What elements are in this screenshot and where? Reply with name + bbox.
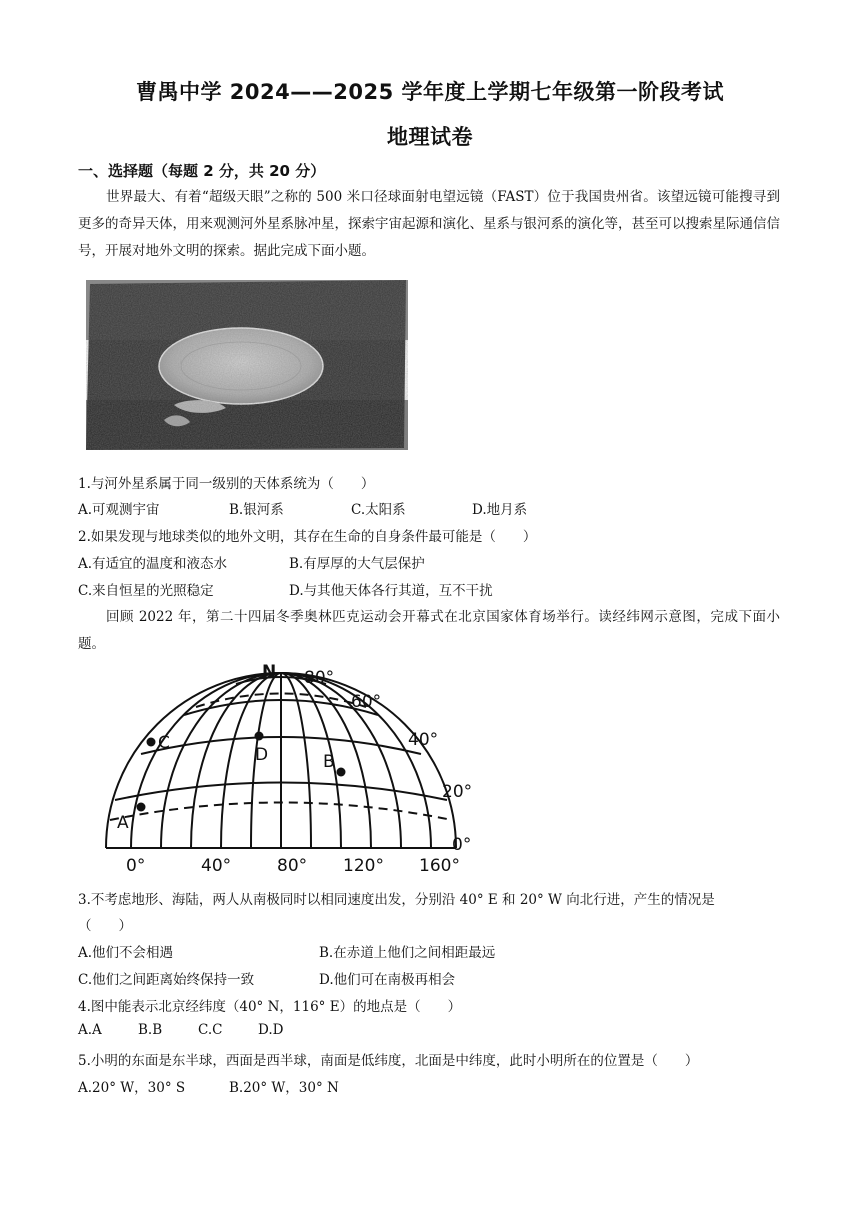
question-4-option-d[interactable]: D.D <box>258 1022 284 1038</box>
question-2-option-b[interactable]: B.有厚厚的大气层保护 <box>289 556 425 572</box>
lat-label-20: 20° <box>442 782 473 802</box>
question-2-option-c[interactable]: C.来自恒星的光照稳定 <box>78 583 214 599</box>
exam-subtitle: 地理试卷 <box>387 125 473 149</box>
question-3-option-c[interactable]: C.他们之间距离始终保持一致 <box>78 972 255 988</box>
question-4-option-b[interactable]: B.B <box>138 1022 163 1038</box>
question-2-option-a[interactable]: A.有适宜的温度和液态水 <box>78 556 228 572</box>
lat-label-60: 60° <box>351 692 382 712</box>
question-5-option-b[interactable]: B.20° W，30° N <box>229 1080 339 1096</box>
question-3-option-b[interactable]: B.在赤道上他们之间相距最远 <box>319 945 496 961</box>
question-5-option-a[interactable]: A.20° W，30° S <box>78 1080 186 1096</box>
point-d-marker <box>255 732 264 741</box>
question-3-stem: 3.不考虑地形、海陆，两人从南极同时以相同速度出发，分别沿 40° E 和 20° W 向北行进，产生的情况是 <box>78 892 715 908</box>
question-3-stem-cont: （ ） <box>78 918 132 934</box>
question-5-stem: 5.小明的东面是东半球，西面是西半球，南面是低纬度，北面是中纬度，此时小明所在的位置是（ ） <box>78 1053 699 1069</box>
point-b-marker <box>337 768 346 777</box>
lat-label-40: 40° <box>408 730 439 750</box>
point-c-label: C <box>158 733 170 753</box>
question-4-stem: 4.图中能表示北京经纬度（40° N，116° E）的地点是（ ） <box>78 999 462 1015</box>
lat-label-80: 80° <box>304 668 335 688</box>
point-b-label: B <box>323 752 335 772</box>
lon-label-160: 160° <box>419 856 460 875</box>
north-label: N <box>262 662 277 682</box>
question-2-option-d[interactable]: D.与其他天体各行其道，互不干扰 <box>289 583 493 599</box>
question-1-stem: 1.与河外星系属于同一级别的天体系统为（ ） <box>78 476 375 492</box>
exam-title: 曹禺中学 2024——2025 学年度上学期七年级第一阶段考试 <box>135 80 724 104</box>
question-3-option-a[interactable]: A.他们不会相遇 <box>78 945 174 961</box>
lat-label-0: 0° <box>452 835 472 855</box>
question-4-option-a[interactable]: A.A <box>78 1022 102 1038</box>
question-1-option-d[interactable]: D.地月系 <box>472 502 528 518</box>
point-a-marker <box>137 803 146 812</box>
fast-telescope-photo <box>86 280 408 450</box>
passage-beijing-olympics: 回顾 2022 年，第二十四届冬季奥林匹克运动会开幕式在北京国家体育场举行。读经纬网示意图，完成下面小题。 <box>78 609 780 652</box>
question-1-option-a[interactable]: A.可观测宇宙 <box>78 502 160 518</box>
passage-fast-telescope: 世界最大、有着“超级天眼”之称的 500 米口径球面射电望远镜（FAST）位于我国贵州省。该望远镜可能搜寻到更多的奇异天体，用来观测河外星系脉冲星，探索宇宙起源和演化、星系与银河系的演化等，甚至可以搜索星际通信信号，开展对地外文明的探索。据此完成下面小题。 <box>78 189 780 259</box>
question-1-option-b[interactable]: B.银河系 <box>229 502 284 518</box>
lon-label-40: 40° <box>201 856 232 875</box>
lon-label-0: 0° <box>126 856 146 875</box>
lon-label-80: 80° <box>277 856 308 875</box>
point-a-label: A <box>117 813 129 833</box>
point-d-label: D <box>255 745 269 765</box>
lon-label-120: 120° <box>343 856 384 875</box>
question-2-stem: 2.如果发现与地球类似的地外文明，其存在生命的自身条件最可能是（ ） <box>78 529 537 545</box>
section-heading: 一、选择题（每题 2 分，共 20 分） <box>78 162 326 180</box>
point-c-marker <box>147 738 156 747</box>
graticule-diagram <box>86 660 486 875</box>
question-3-option-d[interactable]: D.他们可在南极再相会 <box>319 972 456 988</box>
question-4-option-c[interactable]: C.C <box>198 1022 223 1038</box>
question-1-option-c[interactable]: C.太阳系 <box>351 502 406 518</box>
